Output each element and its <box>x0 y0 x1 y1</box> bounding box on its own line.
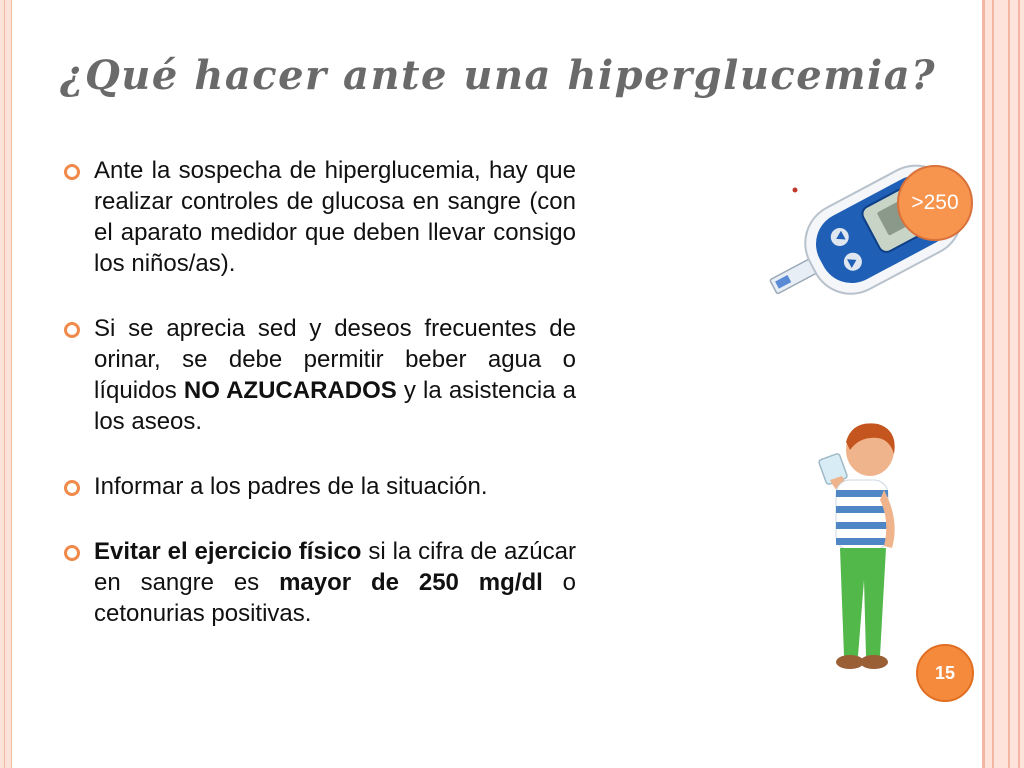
bullet-ring-icon <box>64 545 80 561</box>
bullet-text: o cetonurias positivas. <box>94 569 577 627</box>
slide-number-badge: 15 <box>916 644 974 702</box>
bullet-item-thirst <box>62 313 576 437</box>
boy-drinking-image <box>800 420 910 680</box>
bullet-text: si la cifra de azúcar en sangre es <box>94 538 576 596</box>
bullet-text-bold: NO AZUCARADOS <box>183 377 397 404</box>
glucose-value-badge: >250 <box>897 165 973 241</box>
slide-title: ¿Qué hacer ante una hiperglucemia? <box>60 52 937 99</box>
bullet-text: Ante la sospecha de hiperglucemia, hay que realizar controles de glucosa en sangre (con el aparato medidor que deben llevar consigo los niños/as). <box>94 157 576 277</box>
left-border <box>0 0 12 768</box>
bullet-text-bold: mayor de 250 mg/dl <box>279 569 543 596</box>
bullet-text-bold: Evitar el ejercicio físico <box>94 538 362 565</box>
bullet-list <box>62 155 576 663</box>
bullet-ring-icon <box>64 164 80 180</box>
bullet-text: Si se aprecia sed y deseos frecuentes de orinar, se debe permitir beber agua o líquidos <box>94 315 576 404</box>
right-border-stripes <box>978 0 1024 768</box>
bullet-item-avoid-exercise <box>62 536 576 629</box>
bullet-ring-icon <box>64 480 80 496</box>
bullet-ring-icon <box>64 322 80 338</box>
bullet-item-glucose-check <box>62 155 576 279</box>
bullet-text: y la asistencia a los aseos. <box>94 377 577 435</box>
bullet-item-inform-parents <box>62 471 576 502</box>
boy-drinking-icon <box>800 420 910 680</box>
bullet-text: Informar a los padres de la situación. <box>94 473 488 500</box>
